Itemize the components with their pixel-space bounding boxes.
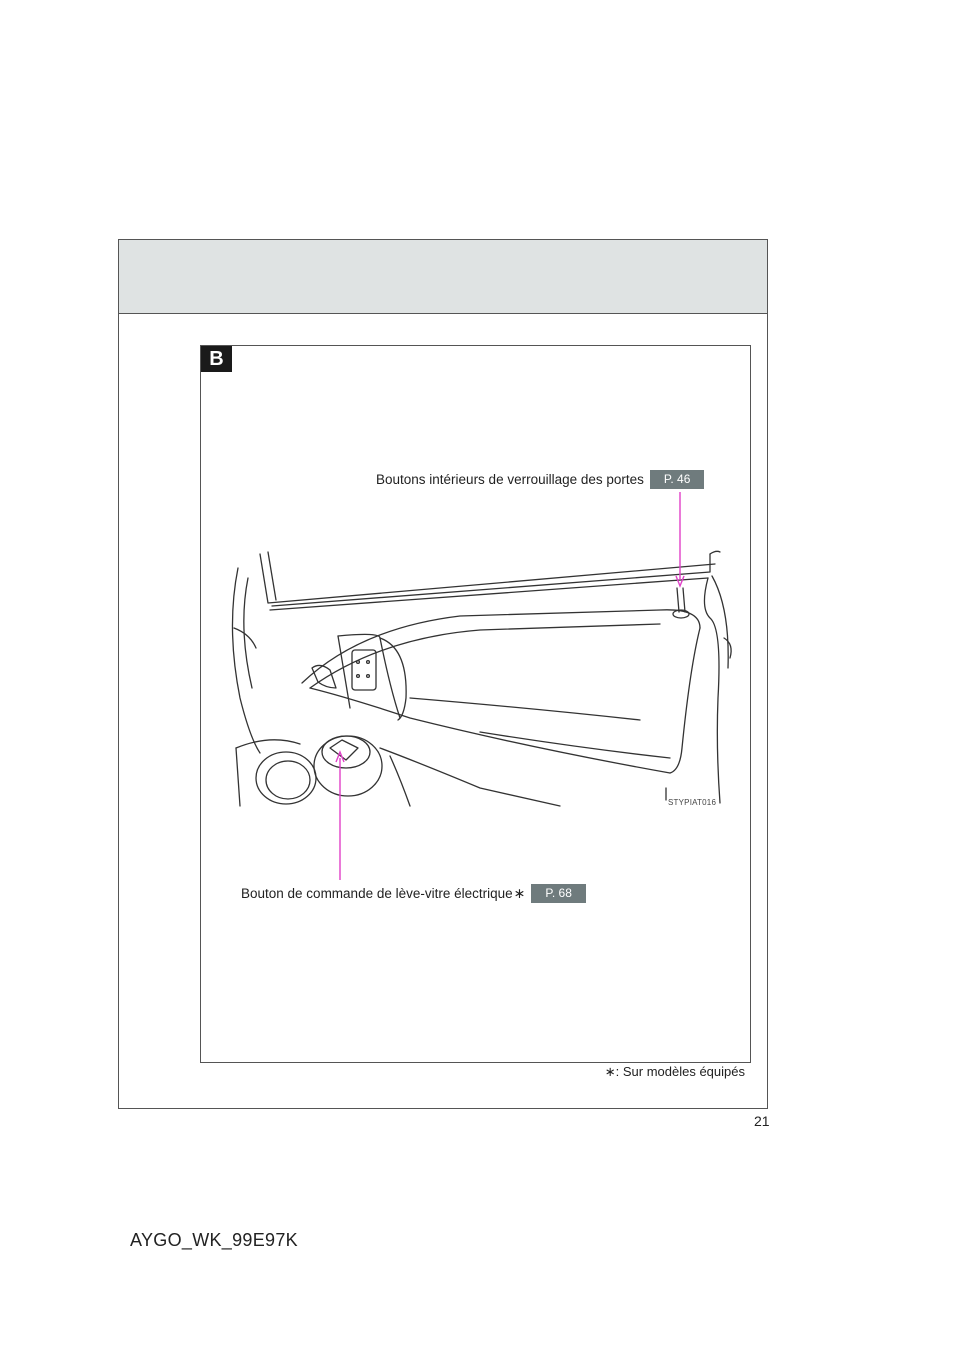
footnote: ∗: Sur modèles équipés <box>604 1064 745 1079</box>
document-code: AYGO_WK_99E97K <box>130 1230 298 1250</box>
page-number: 21 <box>754 1113 770 1129</box>
illustration-code: STYPIAT016 <box>668 798 717 807</box>
page-ref-power-window[interactable]: P. 68 <box>531 884 585 903</box>
callout-door-lock-label: Boutons intérieurs de verrouillage des portes <box>376 472 644 487</box>
section-badge: B <box>201 346 232 372</box>
callout-power-window-label: Bouton de commande de lève-vitre électrique <box>241 886 513 901</box>
page-ref-door-lock[interactable]: P. 46 <box>650 470 704 489</box>
asterisk-mark: ∗ <box>513 885 526 901</box>
